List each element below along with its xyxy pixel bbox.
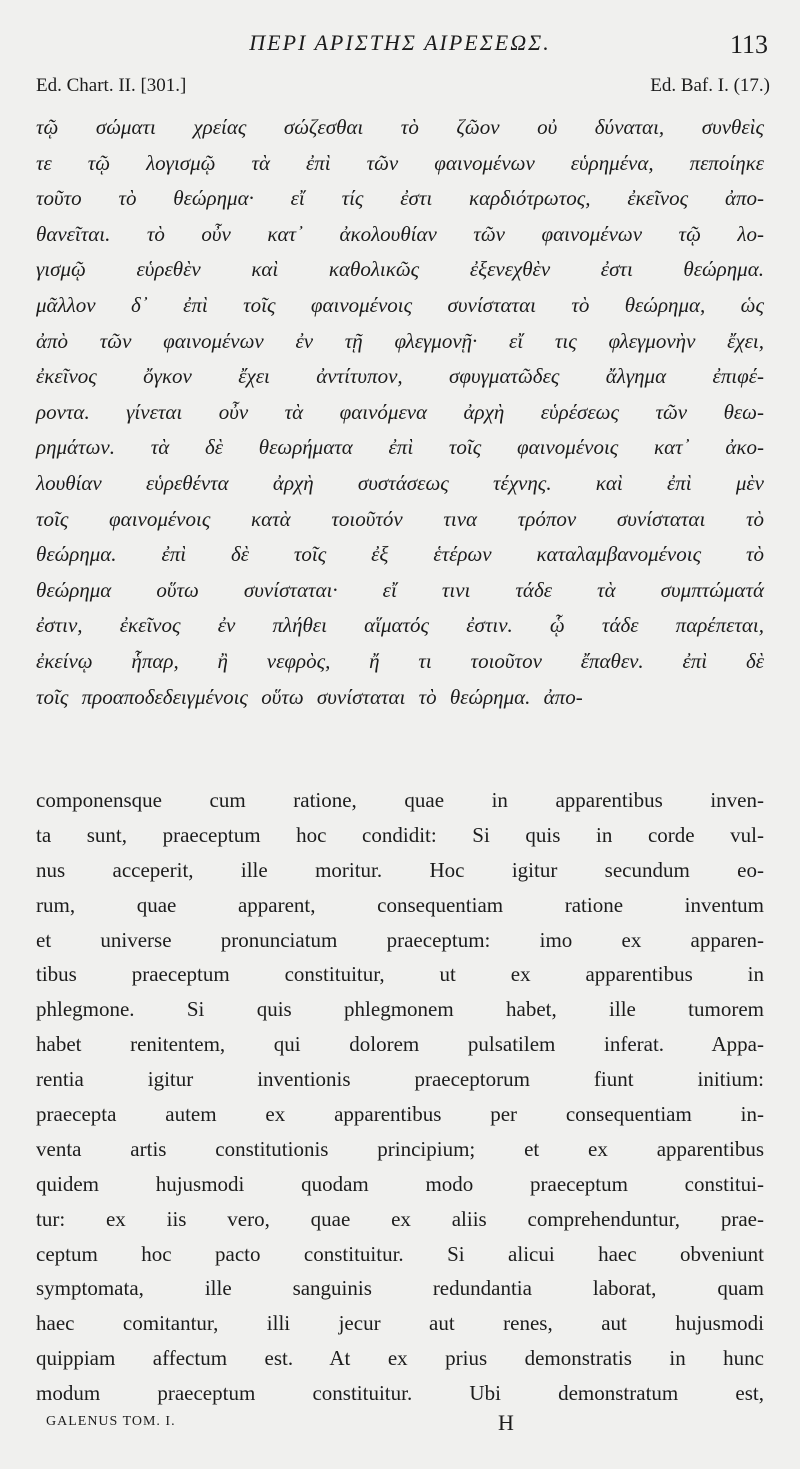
latin-line: symptomata, ille sanguinis redundantia laborat, quam <box>36 1276 764 1301</box>
page-number: 113 <box>729 30 768 59</box>
greek-line: τε τῷ λογισμῷ τὰ ἐπὶ τῶν φαινομένων εὑρημένα, πεποίηκε <box>36 150 764 175</box>
latin-line: quippiam affectum est. At ex prius demonstratis in hunc <box>36 1346 764 1371</box>
greek-line: θεώρημα. ἐπὶ δὲ τοῖς ἐξ ἑτέρων καταλαμβανομένοις τὸ <box>36 542 764 567</box>
latin-line: quidem hujusmodi quodam modo praeceptum constitui- <box>36 1171 764 1196</box>
greek-line: τῷ σώματι χρείας σώζεσθαι τὸ ζῶον οὐ δύναται, συνθεὶς <box>36 115 764 139</box>
running-title: ΠΕΡΙ ΑΡΙΣΤΗΣ ΑΙΡΕΣΕΩΣ. <box>249 30 551 55</box>
latin-line: habet renitentem, qui dolorem pulsatilem inferat. Appa- <box>36 1032 764 1057</box>
greek-text <box>36 110 764 715</box>
latin-line: phlegmone. Si quis phlegmonem habet, ille tumorem <box>36 997 764 1022</box>
latin-line: rentia igitur inventionis praeceptorum fiunt initium: <box>36 1067 764 1092</box>
latin-line: componensque cum ratione, quae in apparentibus inven- <box>36 788 764 812</box>
greek-line: ἐστιν, ἐκεῖνος ἐν πλήθει αἵματός ἐστιν. ᾧ τάδε παρέπεται, <box>36 613 764 638</box>
greek-line: τοῖς φαινομένοις κατὰ τοιοῦτόν τινα τρόπον συνίσταται τὸ <box>36 506 764 531</box>
latin-line: tur: ex iis vero, quae ex aliis comprehenduntur, prae- <box>36 1206 764 1231</box>
edition-basel-reference: Ed. Baf. I. (17.) <box>650 75 770 96</box>
greek-line: λουθίαν εὑρεθέντα ἀρχὴ συστάσεως τέχνης. καὶ ἐπὶ μὲν <box>36 470 764 495</box>
greek-line: ἐκείνῳ ἧπαρ, ἢ νεφρὸς, ἤ τι τοιοῦτον ἔπαθεν. ἐπὶ δὲ <box>36 648 764 673</box>
latin-line: ta sunt, praeceptum hoc condidit: Si quis in corde vul- <box>36 822 764 847</box>
greek-line: γισμῷ εὑρεθὲν καὶ καθολικῶς ἐξενεχθὲν ἐστι θεώρημα. <box>36 257 764 282</box>
volume-signature: GALENUS TOM. I. <box>46 1414 176 1429</box>
latin-line: praecepta autem ex apparentibus per consequentiam in- <box>36 1102 764 1127</box>
greek-line: μᾶλλον δ᾽ ἐπὶ τοῖς φαινομένοις συνίσταται τὸ θεώρημα, ὡς <box>36 292 764 317</box>
edition-chart-reference: Ed. Chart. II. [301.] <box>36 75 187 96</box>
greek-line: τοῖς προαποδεδειγμένοις οὕτω συνίσταται τὸ θεώρημα. ἀπο- <box>36 684 583 709</box>
gathering-mark: H <box>498 1410 514 1435</box>
latin-line: tibus praeceptum constituitur, ut ex apparentibus in <box>36 962 764 987</box>
latin-line: haec comitantur, illi jecur aut renes, aut hujusmodi <box>36 1311 764 1336</box>
latin-line: ceptum hoc pacto constituitur. Si alicui haec obveniunt <box>36 1241 764 1266</box>
latin-line: et universe pronunciatum praeceptum: imo ex apparen- <box>36 927 764 952</box>
greek-line: ἀπὸ τῶν φαινομένων ἐν τῇ φλεγμονῇ· εἴ τις φλεγμονὴν ἔχει, <box>36 328 764 353</box>
greek-line: ἐκεῖνος ὄγκον ἔχει ἀντίτυπον, σφυγματῶδες ἄλγημα ἐπιφέ- <box>36 364 764 389</box>
greek-line: ροντα. γίνεται οὖν τὰ φαινόμενα ἀρχὴ εὑρέσεως τῶν θεω- <box>36 399 764 424</box>
latin-line: modum praeceptum constituitur. Ubi demonstratum est, <box>36 1381 764 1406</box>
greek-line: τοῦτο τὸ θεώρημα· εἴ τίς ἐστι καρδιότρωτος, ἐκεῖνος ἀπο- <box>36 186 764 211</box>
greek-line: ρημάτων. τὰ δὲ θεωρήματα ἐπὶ τοῖς φαινομένοις κατ᾽ ἀκο- <box>36 435 764 460</box>
latin-line: venta artis constitutionis principium; et ex apparentibus <box>36 1136 764 1161</box>
latin-line: rum, quae apparent, consequentiam ratione inventum <box>36 892 764 917</box>
greek-line: θανεῖται. τὸ οὖν κατ᾽ ἀκολουθίαν τῶν φαινομένων τῷ λο- <box>36 221 764 246</box>
latin-translation <box>36 783 764 1411</box>
latin-line: nus acceperit, ille moritur. Hoc igitur secundum eo- <box>36 857 764 882</box>
greek-line: θεώρημα οὕτω συνίσταται· εἴ τινι τάδε τὰ συμπτώματά <box>36 577 764 602</box>
